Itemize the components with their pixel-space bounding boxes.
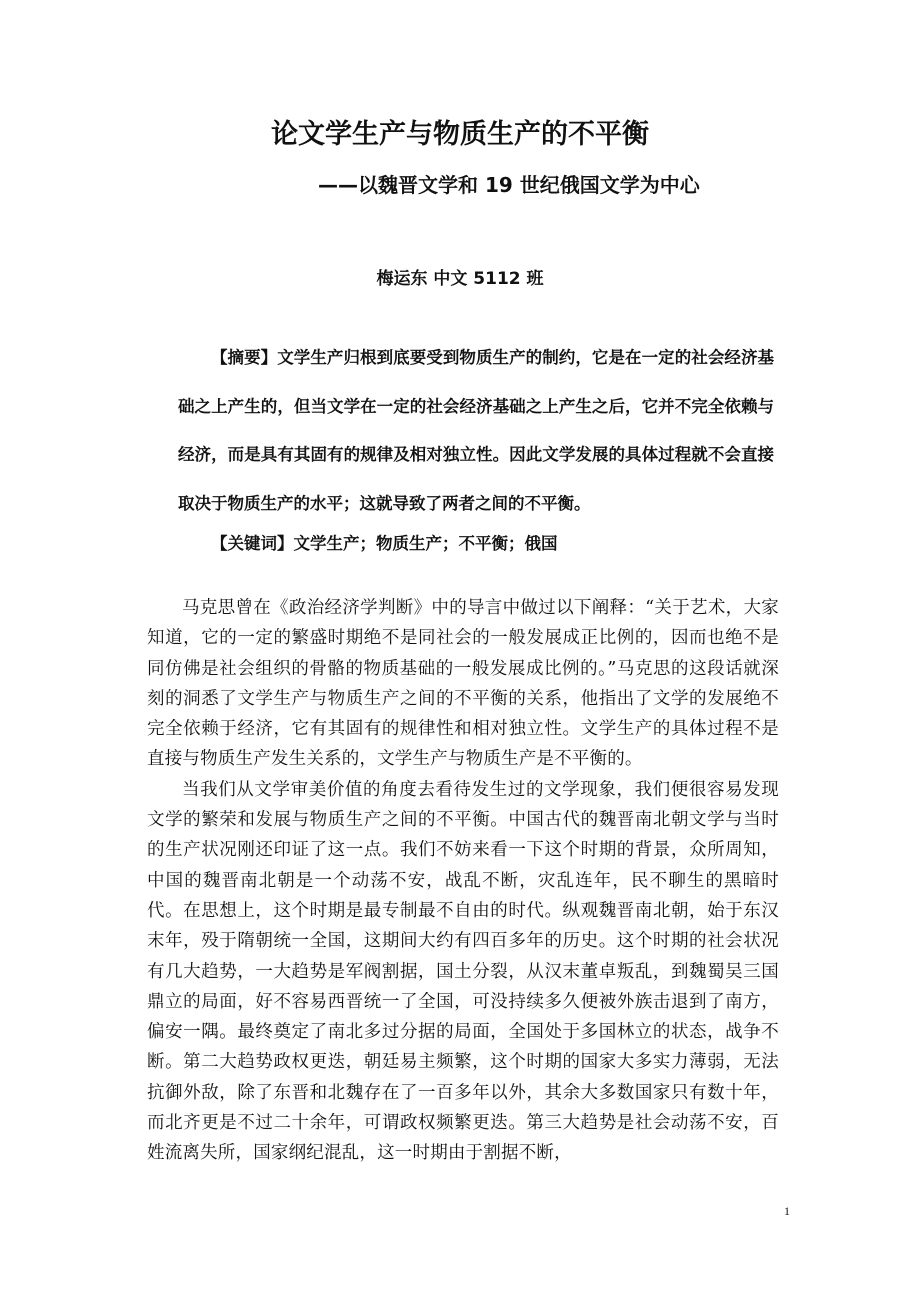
body-text: [147, 593, 779, 1169]
page-number: 1: [784, 1204, 790, 1218]
author-line: 梅运东 中文 5112 班: [376, 269, 544, 289]
body-paragraph: 马克思曾在《政治经济学判断》中的导言中做过以下阐释：“关于艺术，大家知道，它的一定的繁盛时期绝不是同社会的一般发展成正比例的，因而也绝不是同仿佛是社会组织的骨骼的物质基础的一般发展成比例的。”马克思的这段话就深刻的洞悉了文学生产与物质生产之间的不平衡的关系，他指出了文学的发展绝不完全依赖于经济，它有其固有的规律性和相对独立性。文学生产的具体过程不是直接与物质生产发生关系的，文学生产与物质生产是不平衡的。: [147, 598, 779, 770]
keywords: 【关键词】文学生产；物质生产；不平衡；俄国: [211, 534, 558, 553]
body-paragraph: 当我们从文学审美价值的角度去看待发生过的文学现象，我们便很容易发现文学的繁荣和发展与物质生产之间的不平衡。中国古代的魏晋南北朝文学与当时的生产状况刚还印证了这一点。我们不妨来看一下这个时期的背景，众所周知，中国的魏晋南北朝是一个动荡不安，战乱不断，灾乱连年，民不聊生的黑暗时代。在思想上，这个时期是最专制最不自由的时代。纵观魏晋南北朝，始于东汉末年，殁于隋朝统一全国，这期间大约有四百多年的历史。这个时期的社会状况有几大趋势，一大趋势是军阀割据，国土分裂，从汉末董卓叛乱，到魏蜀吴三国鼎立的局面，好不容易西晋统一了全国，可没持续多久便被外族击退到了南方，偏安一隅。最终奠定了南北多过分据的局面，全国处于多国林立的状态，战争不断。第二大趋势政权更迭，朝廷易主频繁，这个时期的国家大多实力薄弱，无法抗御外敌，除了东晋和北魏存在了一百多年以外，其余大多数国家只有数十年，而北齐更是不过二十余年，可谓政权频繁更迭。第三大趋势是社会动荡不安，百姓流离失所，国家纲纪混乱，这一时期由于割据不断，: [147, 779, 779, 1164]
document-subtitle: ——以魏晋文学和 19 世纪俄国文学为中心: [318, 173, 700, 197]
abstract: 【摘要】文学生产归根到底要受到物质生产的制约，它是在一定的社会经济基础之上产生的，但当文学在一定的社会经济基础之上产生之后，它并不完全依赖与经济，而是具有其固有的规律及相对独立性。因此文学发展的具体过程就不会直接取决于物质生产的水平；这就导致了两者之间的不平衡。: [178, 348, 774, 513]
document-title: 论文学生产与物质生产的不平衡: [271, 119, 649, 150]
